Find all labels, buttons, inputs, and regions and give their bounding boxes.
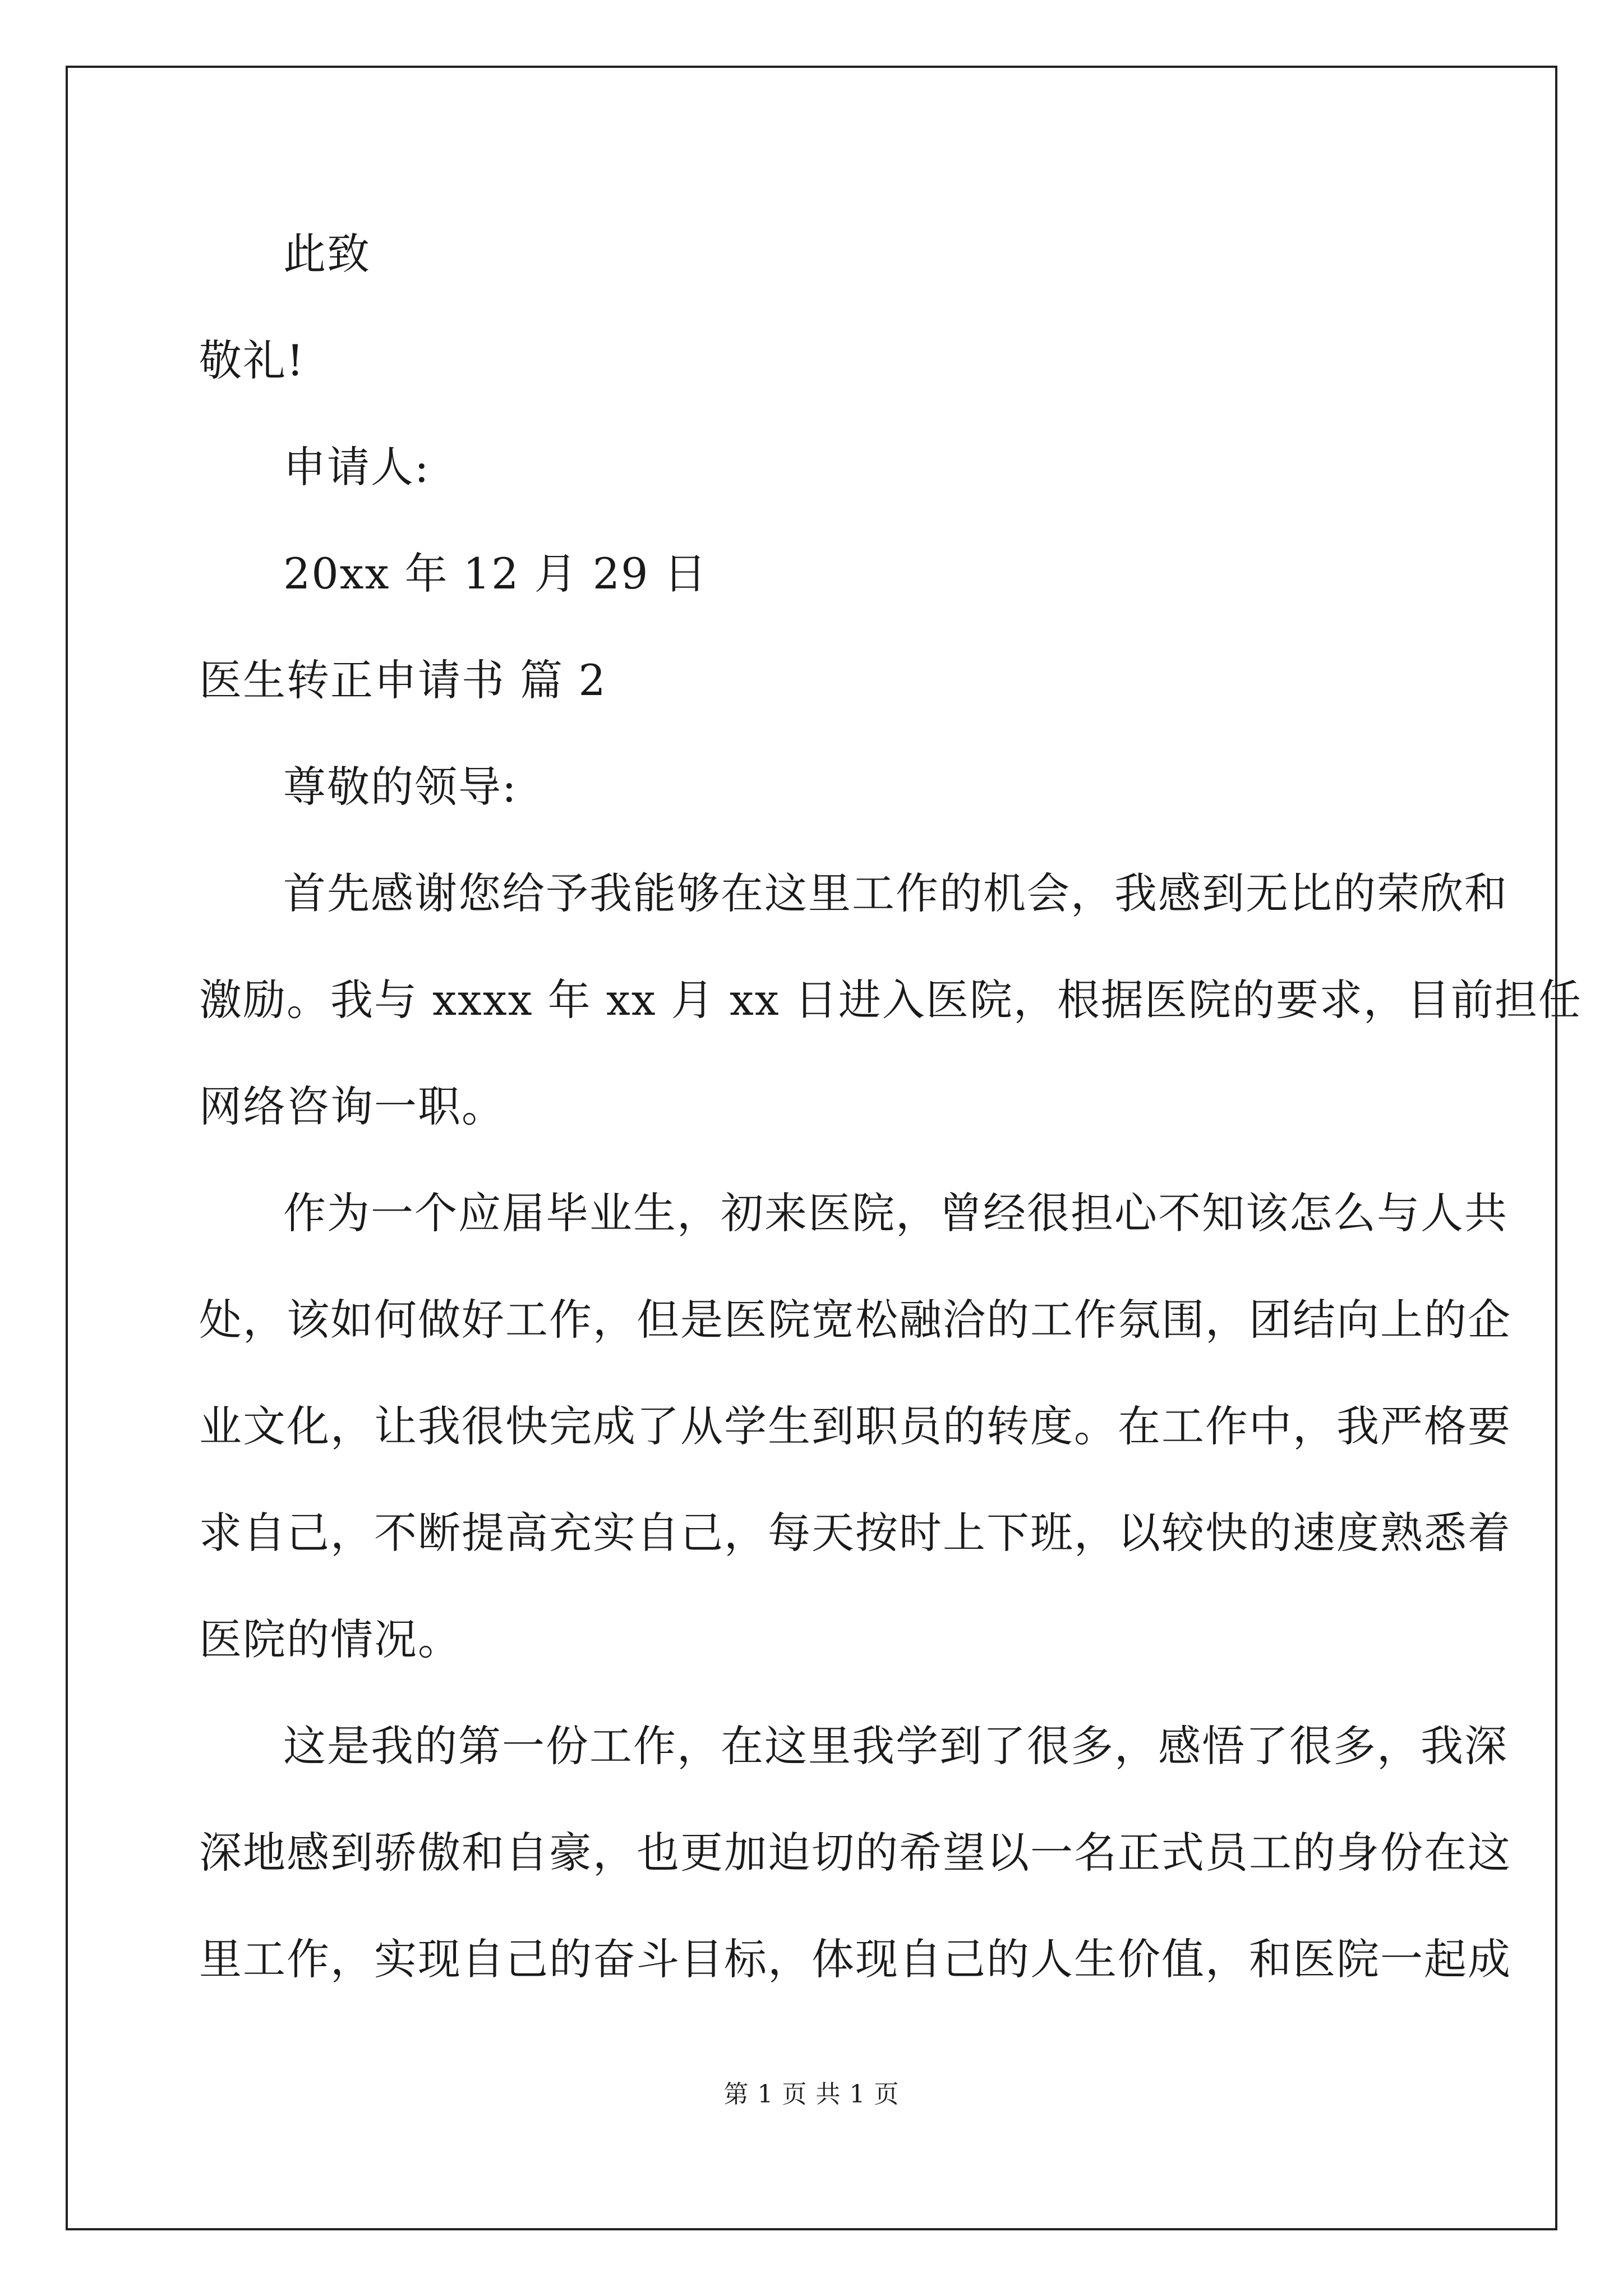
paragraph-2-line-4: 求自己，不断提高充实自己，每天按时上下班，以较快的速度熟悉着	[199, 1508, 1511, 1558]
paragraph-2-line-2: 处，该如何做好工作，但是医院宽松融洽的工作氛围，团结向上的企	[199, 1295, 1511, 1345]
closing-salutation: 此致	[283, 229, 371, 279]
paragraph-1-line-3: 网络咨询一职。	[199, 1082, 505, 1131]
paragraph-1-line-1: 首先感谢您给予我能够在这里工作的机会，我感到无比的荣欣和	[283, 868, 1508, 918]
paragraph-3-line-1: 这是我的第一份工作，在这里我学到了很多，感悟了很多，我深	[283, 1721, 1508, 1771]
paragraph-3-line-2: 深地感到骄傲和自豪，也更加迫切的希望以一名正式员工的身份在这	[199, 1828, 1511, 1878]
page-footer: 第 1 页 共 1 页	[723, 2080, 900, 2109]
paragraph-2-line-1: 作为一个应届毕业生，初来医院，曾经很担心不知该怎么与人共	[283, 1188, 1508, 1238]
paragraph-1-line-2: 激励。我与 xxxx 年 xx 月 xx 日进入医院，根据医院的要求，目前担任	[199, 975, 1582, 1025]
section-title: 医生转正申请书 篇 2	[199, 655, 607, 705]
paragraph-2-line-5: 医院的情况。	[199, 1614, 462, 1664]
page-border	[66, 66, 1582, 2230]
application-date: 20xx 年 12 月 29 日	[283, 549, 708, 599]
closing-regards: 敬礼!	[199, 335, 305, 385]
applicant-label: 申请人:	[283, 442, 430, 492]
paragraph-2-line-3: 业文化，让我很快完成了从学生到职员的转度。在工作中，我严格要	[199, 1401, 1511, 1451]
greeting: 尊敬的领导:	[283, 762, 518, 812]
paragraph-3-line-3: 里工作，实现自己的奋斗目标，体现自己的人生价值，和医院一起成	[199, 1934, 1511, 1984]
